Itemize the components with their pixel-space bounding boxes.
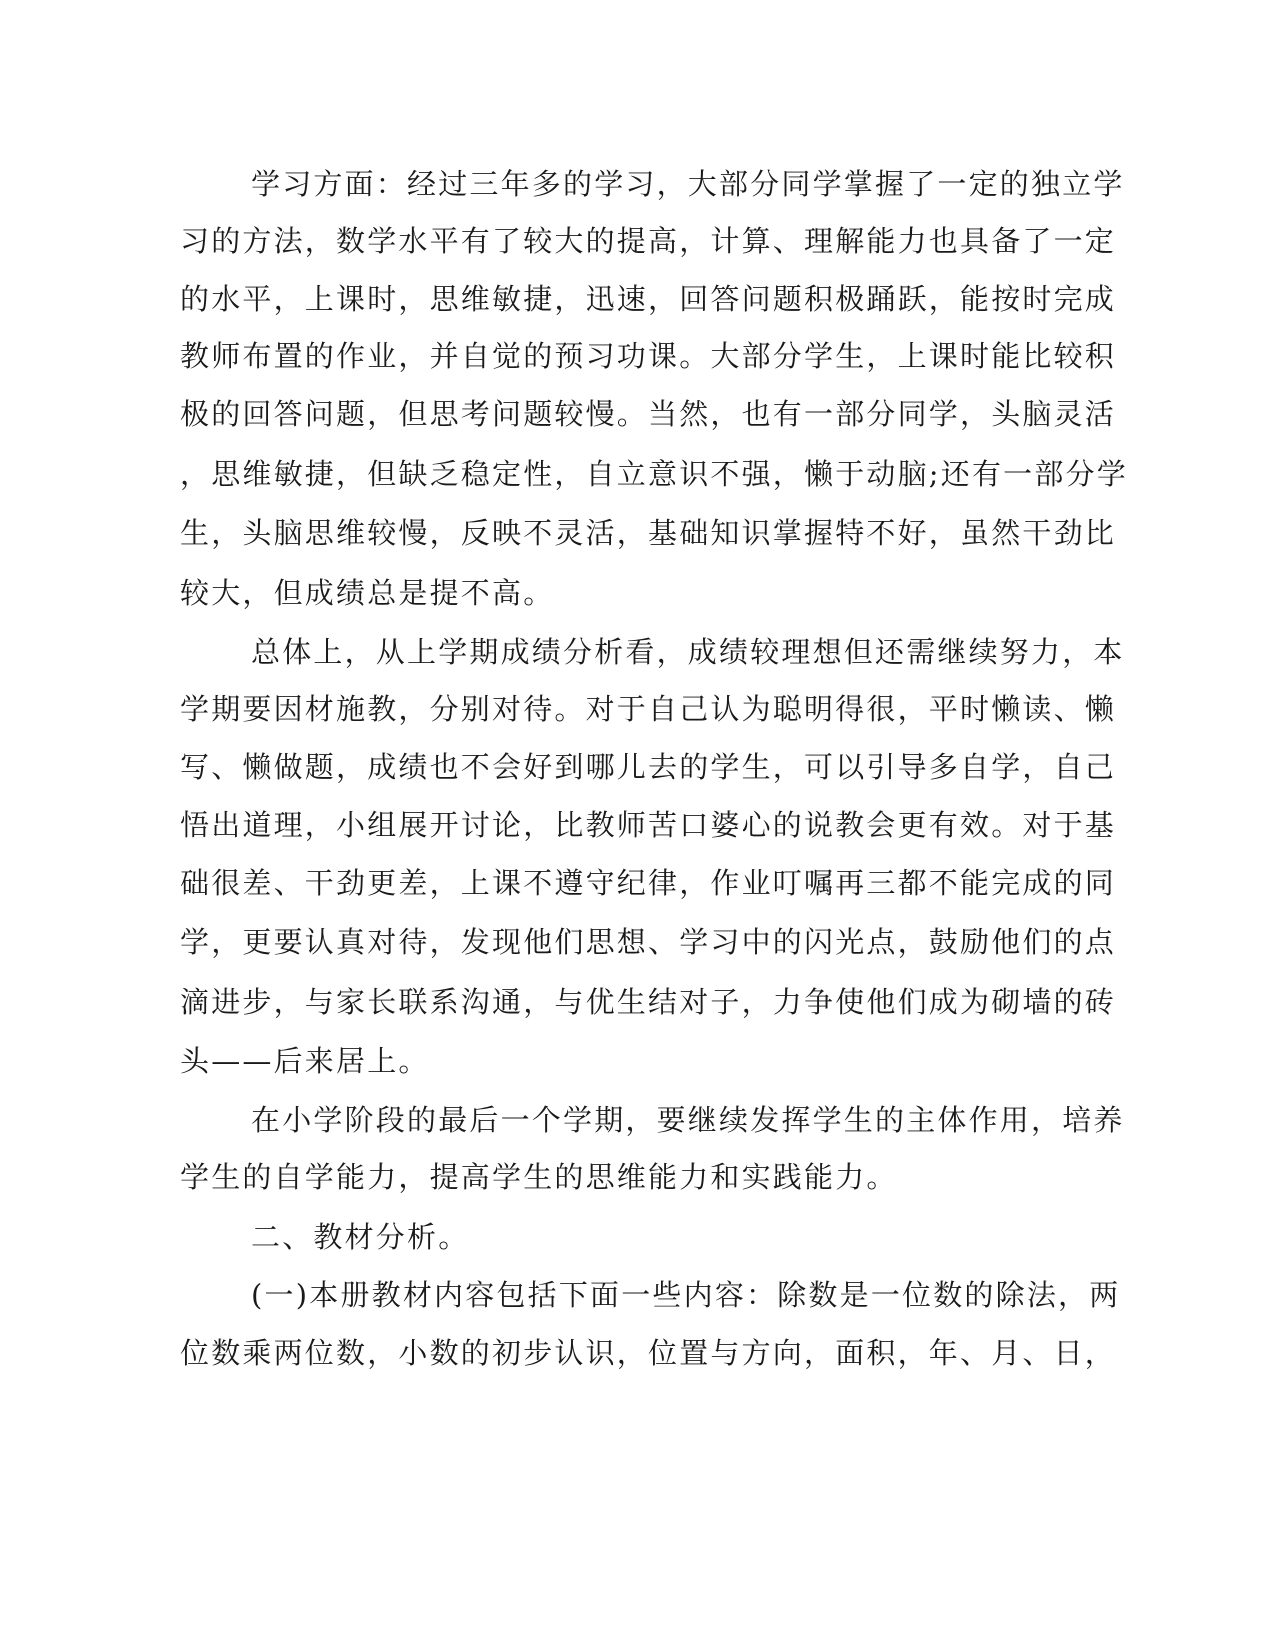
text-line: 位数乘两位数，小数的初步认识，位置与方向，面积，年、月、日， — [180, 1336, 1117, 1370]
text-line: 础很差、干劲更差，上课不遵守纪律，作业叮嘱再三都不能完成的同 — [180, 866, 1117, 900]
text-line: 头——后来居上。 — [180, 1044, 430, 1078]
text-line: ，思维敏捷，但缺乏稳定性，自立意识不强，懒于动脑;还有一部分学 — [180, 457, 1128, 491]
text-line: 学习方面：经过三年多的学习，大部分同学掌握了一定的独立学 — [251, 167, 1125, 201]
text-line: 学生的自学能力，提高学生的思维能力和实践能力。 — [180, 1160, 898, 1194]
text-line: 教师布置的作业，并自觉的预习功课。大部分学生，上课时能比较积 — [180, 339, 1117, 373]
text-line: 较大，但成绩总是提不高。 — [180, 576, 555, 610]
text-line: 在小学阶段的最后一个学期，要继续发挥学生的主体作用，培养 — [251, 1103, 1125, 1137]
section-heading: 二、教材分析。 — [251, 1220, 470, 1254]
text-line: 总体上，从上学期成绩分析看，成绩较理想但还需继续努力，本 — [251, 635, 1125, 669]
text-line: 学，更要认真对待，发现他们思想、学习中的闪光点，鼓励他们的点 — [180, 925, 1117, 959]
text-line: 极的回答问题，但思考问题较慢。当然，也有一部分同学，头脑灵活 — [180, 397, 1117, 431]
text-line: 滴进步，与家长联系沟通，与优生结对子，力争使他们成为砌墙的砖 — [180, 985, 1117, 1019]
text-line: 生，头脑思维较慢，反映不灵活，基础知识掌握特不好，虽然干劲比 — [180, 516, 1117, 550]
text-line: 悟出道理，小组展开讨论，比教师苦口婆心的说教会更有效。对于基 — [180, 808, 1117, 842]
text-line: 学期要因材施教，分别对待。对于自己认为聪明得很，平时懒读、懒 — [180, 692, 1117, 726]
text-line: (一)本册教材内容包括下面一些内容：除数是一位数的除法，两 — [251, 1278, 1121, 1312]
text-line: 习的方法，数学水平有了较大的提高，计算、理解能力也具备了一定 — [180, 224, 1117, 258]
text-line: 的水平，上课时，思维敏捷，迅速，回答问题积极踊跃，能按时完成 — [180, 282, 1117, 316]
text-line: 写、懒做题，成绩也不会好到哪儿去的学生，可以引导多自学，自己 — [180, 750, 1117, 784]
